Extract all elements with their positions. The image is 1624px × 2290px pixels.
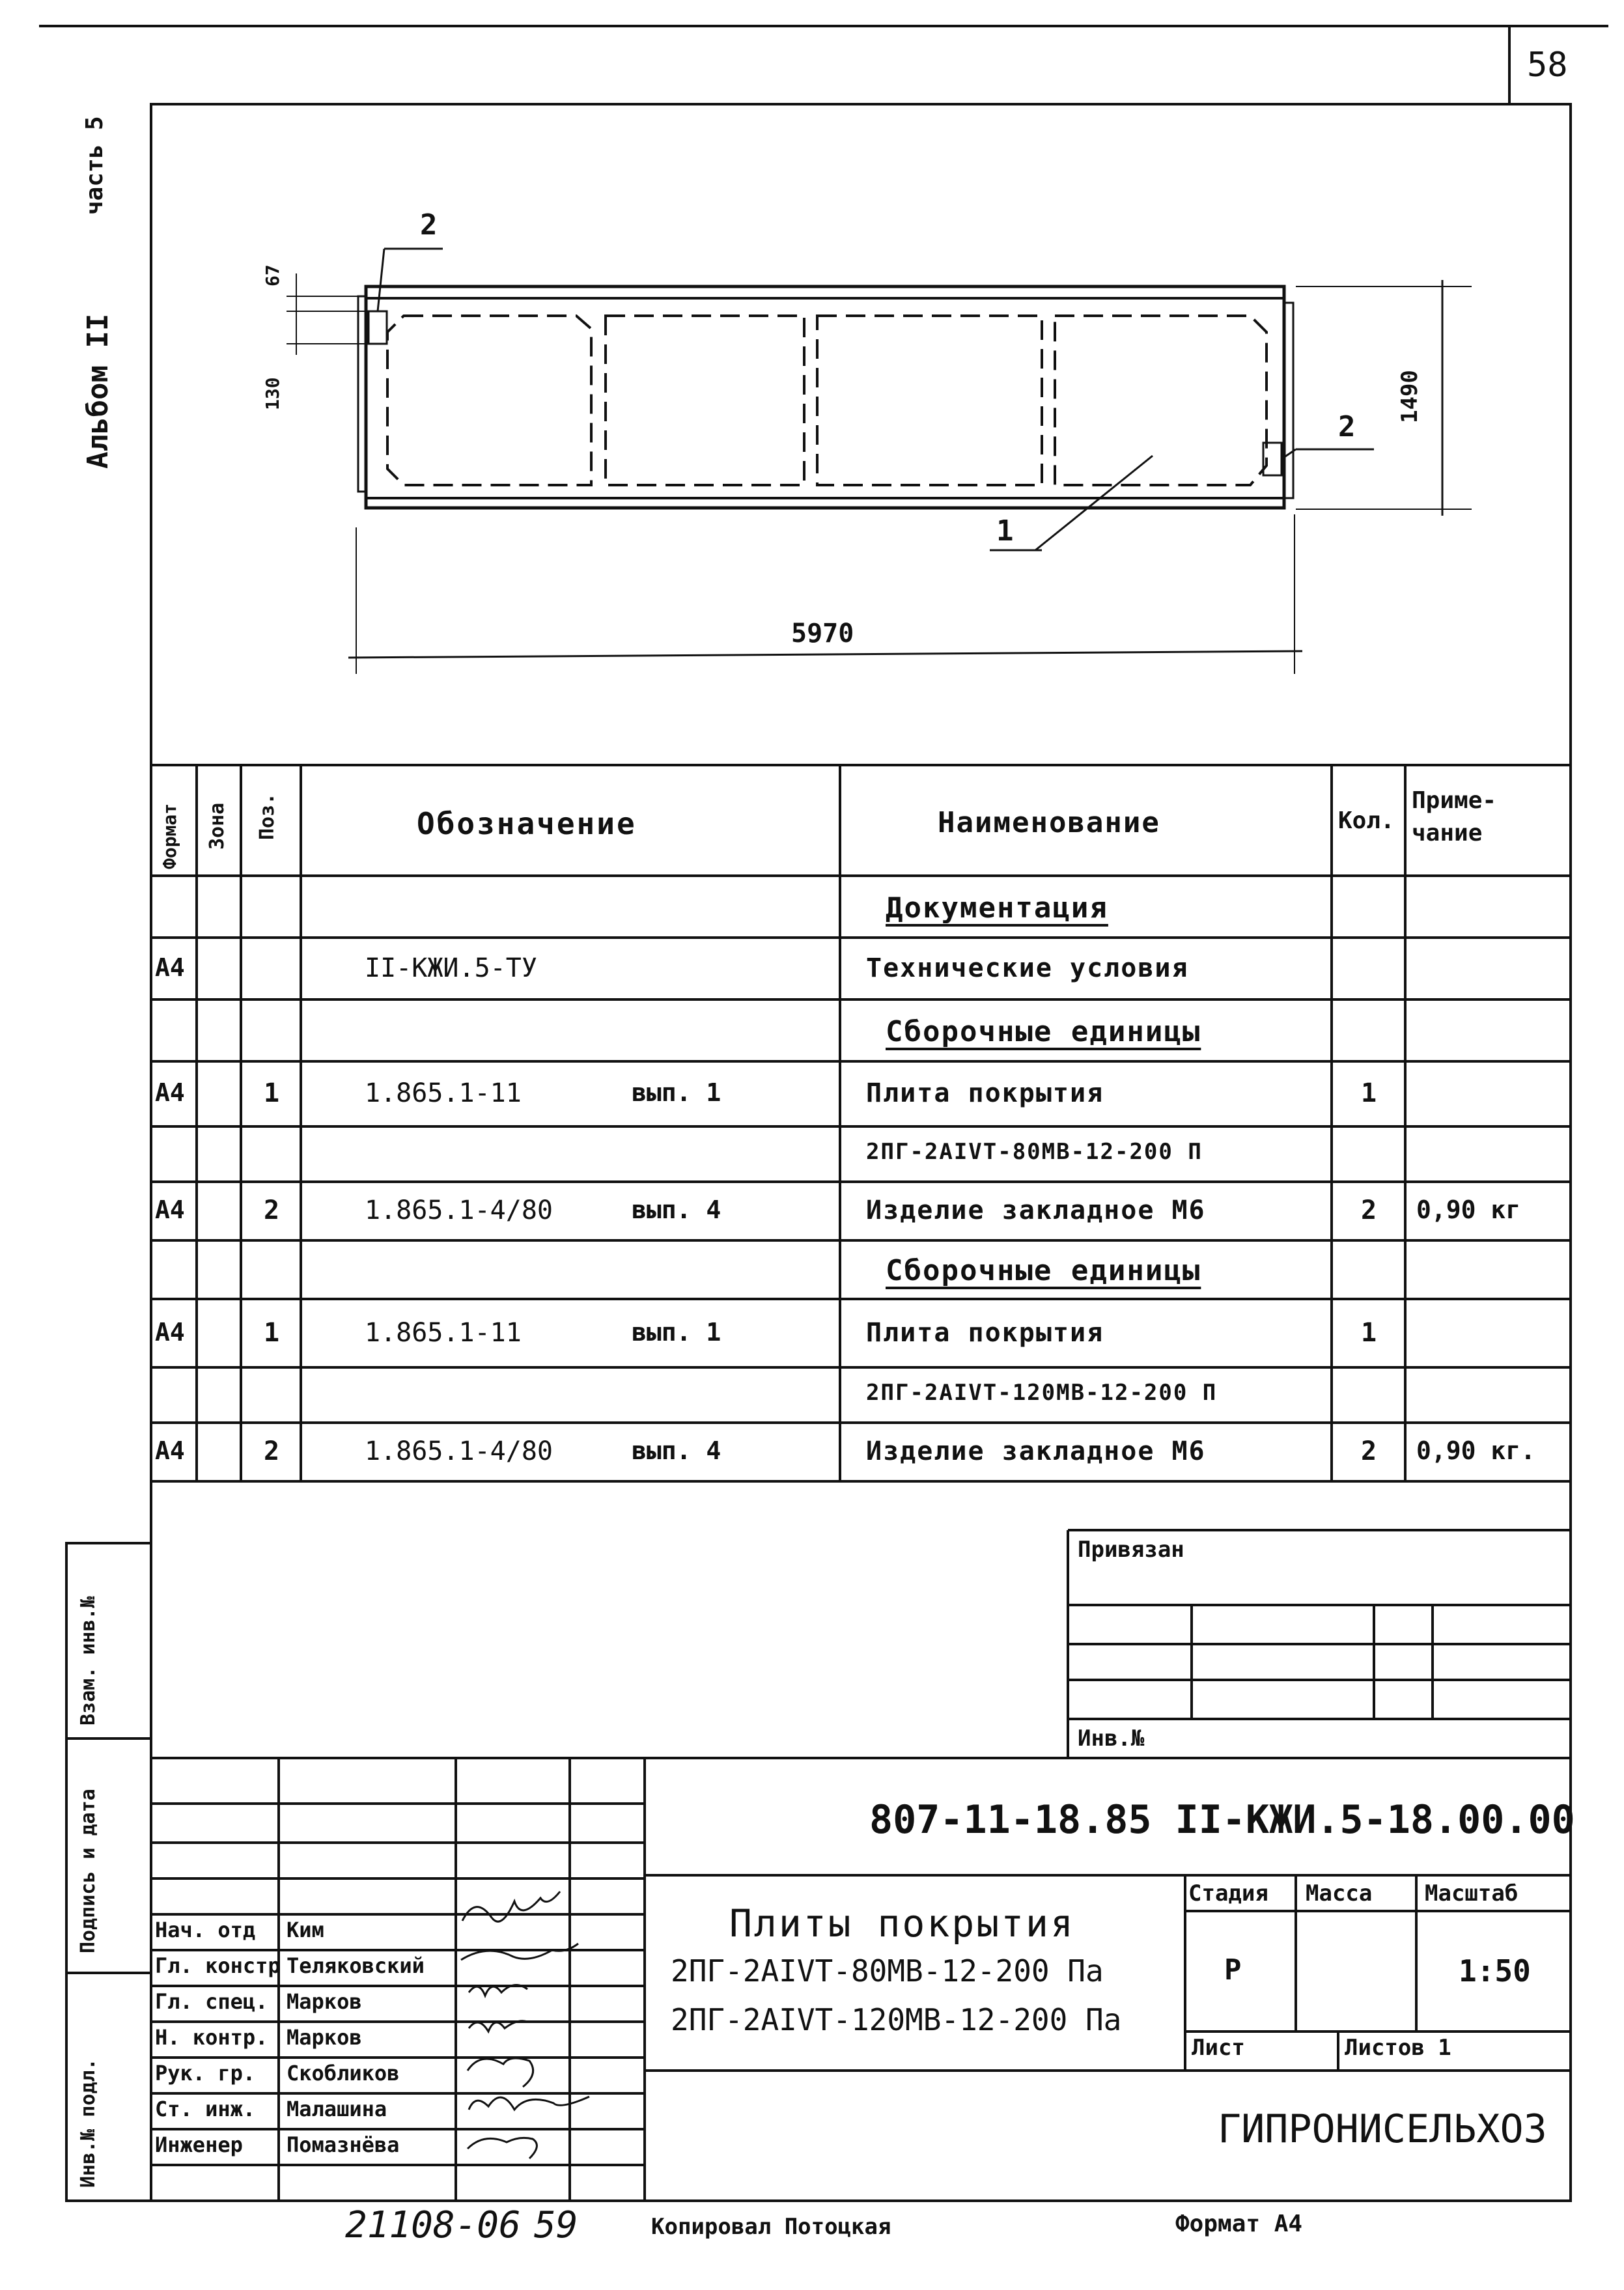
sheets-label: Листов 1	[1345, 2035, 1451, 2061]
row-issue: вып. 4	[632, 1195, 721, 1224]
inv-no-label: Инв.№	[1078, 1725, 1145, 1752]
signer-name: Марков	[287, 1989, 362, 2014]
signer-role: Ст. инж.	[155, 2097, 256, 2121]
row-name: Плита покрытия	[866, 1078, 1104, 1108]
footer-sheet: 59	[534, 2204, 578, 2246]
pos-2-right: 2	[1338, 410, 1356, 443]
album-label: Альбом II	[81, 313, 115, 469]
row-name: Изделие закладное М6	[866, 1195, 1206, 1225]
row-name: Изделие закладное М6	[866, 1436, 1206, 1466]
header-qty: Кол.	[1338, 807, 1395, 834]
row-designation: II-КЖИ.5-ТУ	[365, 953, 537, 983]
row-name: Технические условия	[866, 953, 1189, 983]
header-pos: Поз.	[256, 792, 279, 840]
header-format: Формат	[159, 803, 180, 869]
row-format: А4	[155, 1078, 185, 1107]
scale-label: Масштаб	[1425, 1880, 1519, 1906]
mass-label: Масса	[1306, 1880, 1373, 1906]
row-format: А4	[155, 1195, 185, 1224]
row-section-name: Сборочные единицы	[886, 1254, 1201, 1287]
signer-role: Н. контр.	[155, 2025, 268, 2050]
row-pos: 2	[264, 1195, 280, 1225]
row-note: 0,90 кг	[1416, 1195, 1521, 1224]
row-section-name: Сборочные единицы	[886, 1014, 1201, 1048]
signer-name: Малашина	[287, 2097, 387, 2121]
row-issue: вып. 1	[632, 1317, 721, 1347]
row-designation: 1.865.1-11	[365, 1317, 522, 1348]
stage-value: Р	[1224, 1953, 1242, 1987]
dim-5970: 5970	[791, 619, 854, 649]
document-code: 807-11-18.85 II-КЖИ.5-18.00.00	[869, 1797, 1575, 1843]
header-zone: Зона	[206, 802, 229, 850]
row-name: 2ПГ-2АIVТ-120МВ-12-200 П	[866, 1379, 1218, 1406]
sheet-label: Лист	[1192, 2035, 1245, 2061]
stamp-podpis: Подпись и дата	[77, 1789, 100, 1953]
footer-code: 21108-06	[345, 2204, 521, 2246]
signer-role: Инженер	[155, 2132, 243, 2157]
organization: ГИПРОНИСЕЛЬХОЗ	[1218, 2106, 1547, 2152]
stamp-vzam: Взам. инв.№	[77, 1596, 100, 1725]
row-pos: 1	[264, 1078, 280, 1108]
row-pos: 2	[264, 1436, 280, 1466]
row-designation: 1.865.1-4/80	[365, 1436, 553, 1466]
pos-1: 1	[996, 514, 1014, 548]
stamp-inv-podl: Инв.№ подл.	[77, 2058, 100, 2188]
dim-130: 130	[262, 377, 283, 410]
row-name: 2ПГ-2АIVТ-80МВ-12-200 П	[866, 1138, 1203, 1165]
pos-2-top: 2	[420, 208, 438, 242]
page-number: 58	[1527, 46, 1568, 85]
footer-copied: Копировал Потоцкая	[651, 2214, 891, 2240]
title-line2: 2ПГ-2АIVТ-80МВ-12-200 Па	[671, 1953, 1104, 1989]
row-format: А4	[155, 953, 185, 982]
signer-name: Скобликов	[287, 2061, 400, 2086]
row-issue: вып. 1	[632, 1078, 721, 1107]
dim-1490: 1490	[1397, 370, 1423, 423]
row-designation: 1.865.1-11	[365, 1078, 522, 1108]
header-designation: Обозначение	[417, 806, 637, 841]
row-format: А4	[155, 1317, 185, 1347]
row-note: 0,90 кг.	[1416, 1436, 1536, 1465]
signer-name: Ким	[287, 1918, 324, 1942]
header-note: Приме- чание	[1412, 787, 1497, 846]
stage-label: Стадия	[1188, 1880, 1268, 1906]
row-qty: 1	[1361, 1317, 1377, 1348]
signer-name: Теляковский	[287, 1953, 425, 1978]
signer-role: Гл. спец.	[155, 1989, 268, 2014]
row-section-name: Документация	[886, 891, 1108, 925]
signer-role: Нач. отд	[155, 1918, 256, 1942]
header-name: Наименование	[938, 806, 1160, 839]
footer-format: Формат А4	[1175, 2211, 1303, 2237]
row-qty: 2	[1361, 1195, 1377, 1225]
dim-67: 67	[262, 264, 283, 286]
signer-role: Гл. констр	[155, 1953, 281, 1978]
signer-name: Помазнёва	[287, 2132, 400, 2157]
row-qty: 1	[1361, 1078, 1377, 1108]
signer-role: Рук. гр.	[155, 2061, 256, 2086]
row-qty: 2	[1361, 1436, 1377, 1466]
title-line1: Плиты покрытия	[729, 1901, 1075, 1946]
row-designation: 1.865.1-4/80	[365, 1195, 553, 1225]
row-pos: 1	[264, 1317, 280, 1348]
scale-value: 1:50	[1459, 1953, 1531, 1989]
row-name: Плита покрытия	[866, 1317, 1104, 1348]
part-label: часть 5	[81, 116, 108, 215]
row-format: А4	[155, 1436, 185, 1465]
title-line3: 2ПГ-2АIVТ-120МВ-12-200 Па	[671, 2002, 1122, 2037]
row-issue: вып. 4	[632, 1436, 721, 1465]
privyazan-label: Привязан	[1078, 1537, 1184, 1563]
signer-name: Марков	[287, 2025, 362, 2050]
